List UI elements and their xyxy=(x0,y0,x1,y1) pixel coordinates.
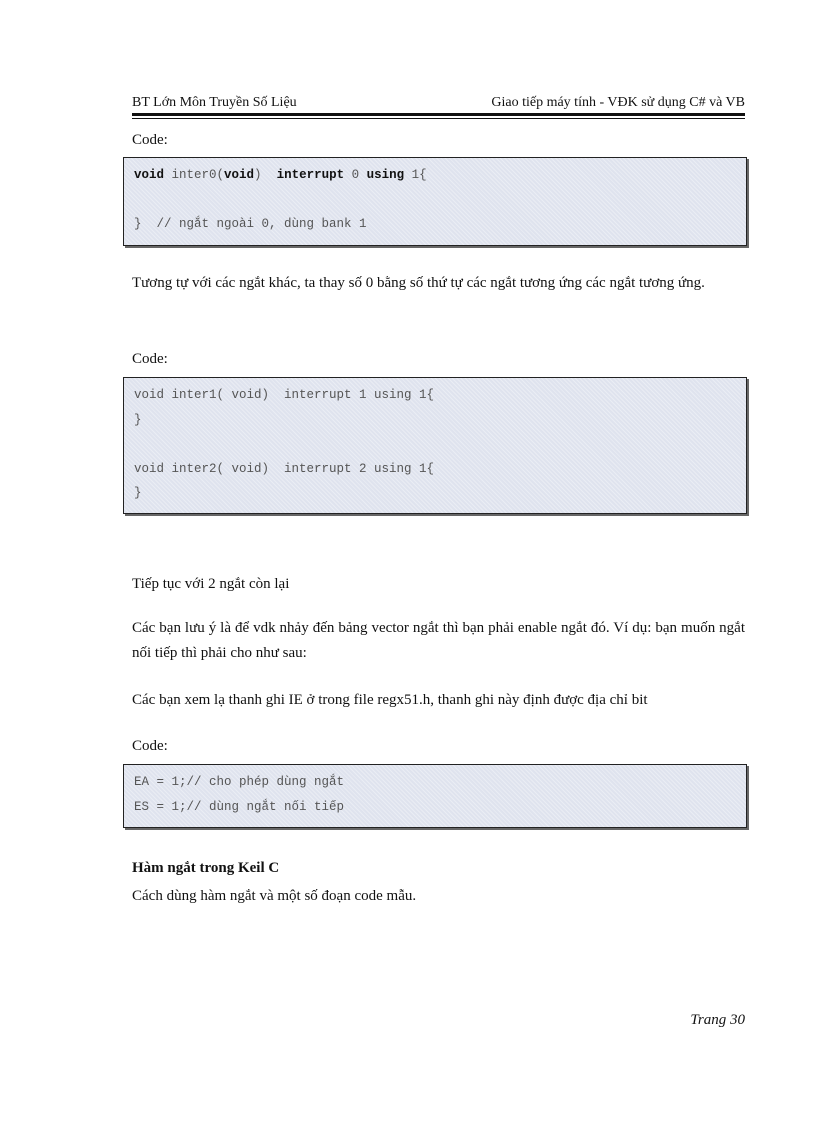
paragraph: Tương tự với các ngắt khác, ta thay số 0 bằng số thứ tự các ngắt tương ứng các ngắt tương ứng. xyxy=(132,275,705,291)
code-label: Code: xyxy=(132,351,168,367)
code-block-inter0 xyxy=(123,157,747,246)
header-rule-thick xyxy=(132,113,745,116)
code-keyword: void xyxy=(224,168,255,182)
code-label: Code: xyxy=(132,738,168,754)
code-block-inter1-inter2 xyxy=(123,377,747,514)
page-header xyxy=(132,95,745,113)
code-block-enable-interrupt xyxy=(123,764,747,828)
header-left-title: BT Lớn Môn Truyền Số Liệu xyxy=(132,95,297,110)
code-line: void inter1( void) interrupt 1 using 1{ xyxy=(134,388,435,402)
code-line xyxy=(134,432,736,457)
section-text: Cách dùng hàm ngắt và một số đoạn code mẫu. xyxy=(132,888,417,904)
section-heading: Hàm ngắt trong Keil C xyxy=(132,860,280,876)
paragraph: Các bạn lưu ý là để vdk nhảy đến bảng vector ngắt thì bạn phải enable ngắt đó. Ví dụ: bạn muốn ngắt nối tiếp thì phải cho như sau: xyxy=(132,620,745,661)
code-label: Code: xyxy=(132,132,168,148)
code-line: } xyxy=(134,486,142,500)
code-line: EA = 1;// cho phép dùng ngắt xyxy=(134,775,345,789)
code-line: } // ngắt ngoài 0, dùng bank 1 xyxy=(134,217,367,231)
code-line xyxy=(134,163,736,188)
code-text: inter0( xyxy=(164,168,225,182)
code-keyword: void xyxy=(134,168,165,182)
code-line: ES = 1;// dùng ngắt nối tiếp xyxy=(134,799,345,814)
code-text: 0 xyxy=(344,168,367,182)
header-right-title: Giao tiếp máy tính - VĐK sử dụng C# và VB xyxy=(491,95,745,110)
paragraph: Tiếp tục với 2 ngắt còn lại xyxy=(132,576,290,592)
code-keyword: using xyxy=(366,168,405,182)
code-text: 1{ xyxy=(404,168,427,182)
code-text: ) xyxy=(254,168,277,182)
page-number: Trang 30 xyxy=(690,1012,745,1028)
header-rule-thin xyxy=(132,118,745,119)
code-line xyxy=(134,188,736,213)
code-line: } xyxy=(134,412,142,427)
paragraph: Các bạn xem lạ thanh ghi IE ở trong file regx51.h, thanh ghi này định được địa chỉ bit xyxy=(132,692,648,708)
code-line: void inter2( void) interrupt 2 using 1{ xyxy=(134,461,435,476)
code-keyword: interrupt xyxy=(276,168,345,182)
